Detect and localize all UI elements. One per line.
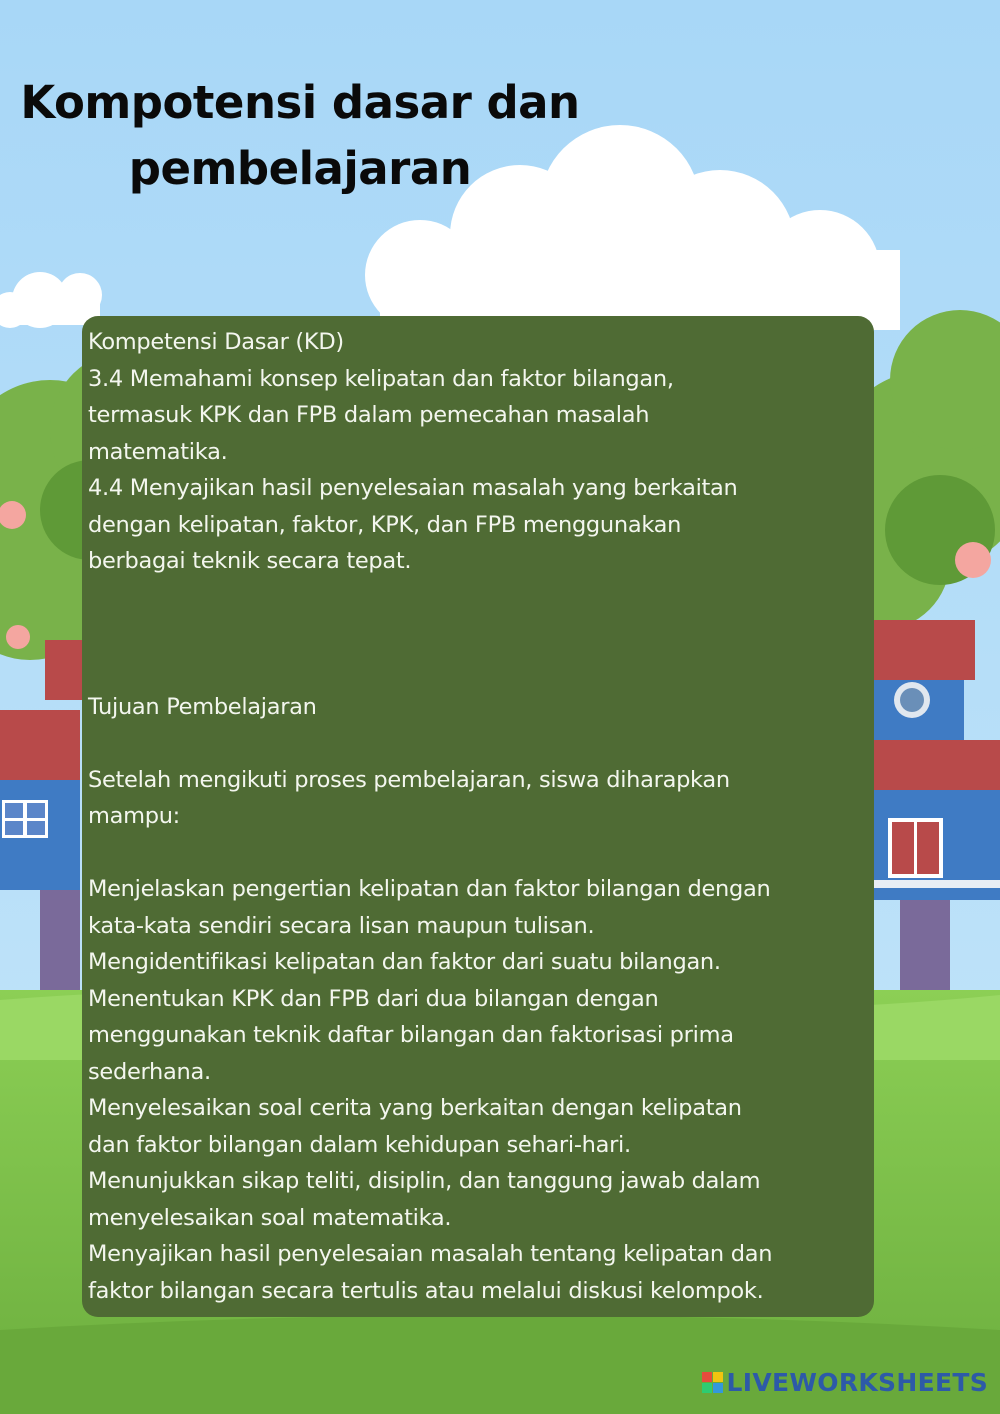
kd-line: dengan kelipatan, faktor, KPK, dan FPB menggunakan <box>88 511 682 538</box>
tujuan-intro-line: mampu: <box>88 803 180 829</box>
tujuan-heading: Tujuan Pembelajaran <box>88 693 317 720</box>
tujuan-line: menggunakan teknik daftar bilangan dan faktorisasi prima <box>88 1022 734 1048</box>
tujuan-line: dan faktor bilangan dalam kehidupan sehari-hari. <box>88 1131 631 1158</box>
page-title-line-1: Kompotensi dasar dan <box>20 76 580 129</box>
card-content <box>88 324 888 1309</box>
tujuan-line: Menunjukkan sikap teliti, disiplin, dan tanggung jawab dalam <box>88 1168 761 1194</box>
liveworksheets-logo-icon <box>702 1372 723 1393</box>
tujuan-line: Menyajikan hasil penyelesaian masalah tentang kelipatan dan <box>88 1241 773 1267</box>
tujuan-line: menyelesaikan soal matematika. <box>88 1204 452 1231</box>
tujuan-line: Menyelesaikan soal cerita yang berkaitan dengan kelipatan <box>88 1095 742 1121</box>
tujuan-intro-line: Setelah mengikuti proses pembelajaran, siswa diharapkan <box>88 766 730 793</box>
kd-line: termasuk KPK dan FPB dalam pemecahan masalah <box>88 402 650 428</box>
tujuan-line: kata-kata sendiri secara lisan maupun tulisan. <box>88 912 595 939</box>
kd-line: 4.4 Menyajikan hasil penyelesaian masalah yang berkaitan <box>88 475 738 501</box>
watermark-text: LIVEWORKSHEETS <box>726 1367 988 1397</box>
kd-heading: Kompetensi Dasar (KD) <box>88 329 344 355</box>
page-title-line-2: pembelajaran <box>128 142 472 195</box>
tujuan-line: Menentukan KPK dan FPB dari dua bilangan dengan <box>88 985 659 1012</box>
kd-line: matematika. <box>88 438 228 465</box>
kd-line: berbagai teknik secara tepat. <box>88 548 412 574</box>
tujuan-line: Mengidentifikasi kelipatan dan faktor dari suatu bilangan. <box>88 949 721 975</box>
kd-line: 3.4 Memahami konsep kelipatan dan faktor bilangan, <box>88 365 674 392</box>
tujuan-line: Menjelaskan pengertian kelipatan dan faktor bilangan dengan <box>88 876 771 902</box>
liveworksheets-watermark <box>702 1362 988 1402</box>
page-title <box>0 70 600 202</box>
tujuan-line: faktor bilangan secara tertulis atau melalui diskusi kelompok. <box>88 1277 764 1304</box>
tujuan-line: sederhana. <box>88 1058 211 1085</box>
